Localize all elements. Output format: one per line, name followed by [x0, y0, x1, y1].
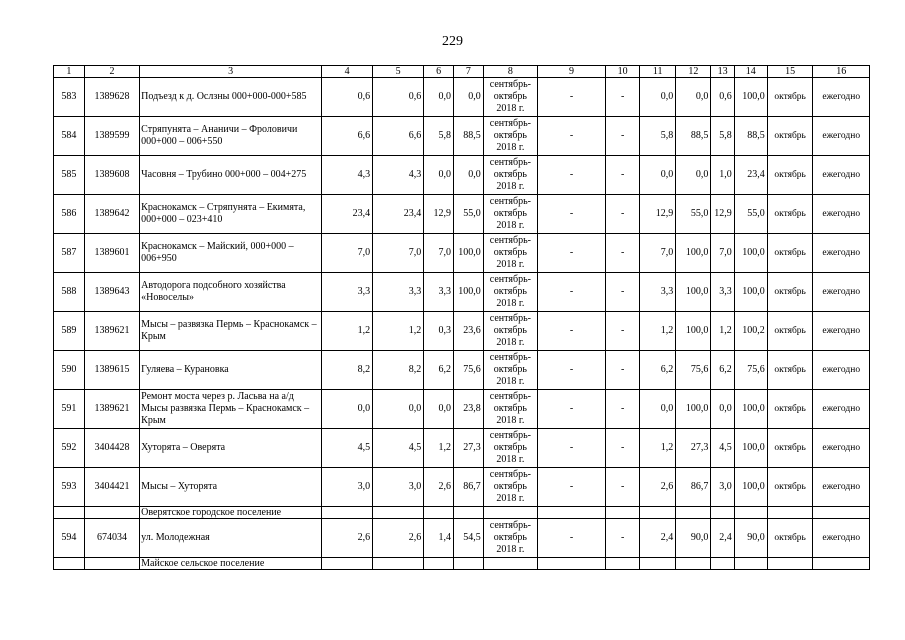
empty-cell: [813, 558, 870, 570]
frequency-cell: ежегодно: [813, 312, 870, 351]
frequency-cell: ежегодно: [813, 234, 870, 273]
value-cell: 6,2: [640, 351, 676, 390]
row-number: 585: [54, 156, 85, 195]
road-id: 1389601: [84, 234, 139, 273]
column-header: 6: [424, 66, 454, 78]
table-header-row: [54, 66, 870, 78]
value-cell: 23,4: [734, 156, 767, 195]
row-number: 586: [54, 195, 85, 234]
frequency-cell: ежегодно: [813, 156, 870, 195]
period-cell: сентябрь-октябрь 2018 г.: [483, 351, 537, 390]
value-cell: 0,0: [640, 78, 676, 117]
value-cell: -: [538, 390, 606, 429]
month-cell: октябрь: [767, 273, 813, 312]
road-id: 1389643: [84, 273, 139, 312]
value-cell: 1,2: [373, 312, 424, 351]
value-cell: 4,3: [322, 156, 373, 195]
value-cell: 3,0: [373, 468, 424, 507]
value-cell: 86,7: [676, 468, 711, 507]
empty-cell: [453, 558, 483, 570]
value-cell: -: [538, 117, 606, 156]
value-cell: 0,0: [676, 156, 711, 195]
column-header: 8: [483, 66, 537, 78]
road-name: Мысы – развязка Пермь – Краснокамск – Крым: [140, 312, 322, 351]
value-cell: 75,6: [676, 351, 711, 390]
row-number: 594: [54, 519, 85, 558]
value-cell: -: [538, 234, 606, 273]
row-number: 587: [54, 234, 85, 273]
frequency-cell: ежегодно: [813, 390, 870, 429]
value-cell: 2,6: [373, 519, 424, 558]
row-number: 584: [54, 117, 85, 156]
value-cell: 12,9: [424, 195, 454, 234]
period-cell: сентябрь-октябрь 2018 г.: [483, 273, 537, 312]
value-cell: 88,5: [676, 117, 711, 156]
value-cell: 55,0: [676, 195, 711, 234]
value-cell: 8,2: [373, 351, 424, 390]
month-cell: октябрь: [767, 429, 813, 468]
value-cell: 100,0: [453, 234, 483, 273]
value-cell: 0,0: [424, 78, 454, 117]
empty-cell: [424, 558, 454, 570]
value-cell: 4,5: [373, 429, 424, 468]
value-cell: 3,0: [711, 468, 734, 507]
table-row: [54, 468, 870, 507]
row-number: 588: [54, 273, 85, 312]
value-cell: 100,0: [734, 390, 767, 429]
column-header: 15: [767, 66, 813, 78]
empty-cell: [84, 558, 139, 570]
empty-cell: [606, 507, 640, 519]
empty-cell: [711, 558, 734, 570]
row-number: 583: [54, 78, 85, 117]
value-cell: 0,0: [640, 156, 676, 195]
value-cell: 0,0: [424, 390, 454, 429]
table-row: [54, 429, 870, 468]
value-cell: 7,0: [373, 234, 424, 273]
value-cell: 1,2: [640, 312, 676, 351]
value-cell: 3,3: [373, 273, 424, 312]
empty-cell: [538, 558, 606, 570]
value-cell: 55,0: [453, 195, 483, 234]
value-cell: 90,0: [676, 519, 711, 558]
value-cell: -: [538, 156, 606, 195]
month-cell: октябрь: [767, 234, 813, 273]
empty-cell: [483, 558, 537, 570]
value-cell: 6,2: [711, 351, 734, 390]
period-cell: сентябрь-октябрь 2018 г.: [483, 195, 537, 234]
road-name: Ремонт моста через р. Ласьва на а/д Мысы развязка Пермь – Краснокамск – Крым: [140, 390, 322, 429]
value-cell: -: [538, 78, 606, 117]
value-cell: 55,0: [734, 195, 767, 234]
row-number: 591: [54, 390, 85, 429]
value-cell: 100,0: [734, 429, 767, 468]
row-number: 592: [54, 429, 85, 468]
value-cell: -: [606, 468, 640, 507]
value-cell: 7,0: [640, 234, 676, 273]
value-cell: 100,0: [734, 468, 767, 507]
value-cell: 1,4: [424, 519, 454, 558]
value-cell: 88,5: [734, 117, 767, 156]
empty-cell: [734, 558, 767, 570]
month-cell: октябрь: [767, 195, 813, 234]
section-row: [54, 507, 870, 519]
empty-cell: [813, 507, 870, 519]
row-number: 593: [54, 468, 85, 507]
value-cell: 0,0: [322, 390, 373, 429]
value-cell: 2,4: [640, 519, 676, 558]
road-id: 3404421: [84, 468, 139, 507]
value-cell: 75,6: [734, 351, 767, 390]
road-id: 1389621: [84, 390, 139, 429]
value-cell: 0,0: [711, 390, 734, 429]
month-cell: октябрь: [767, 117, 813, 156]
value-cell: -: [606, 429, 640, 468]
value-cell: -: [538, 273, 606, 312]
value-cell: 7,0: [424, 234, 454, 273]
empty-cell: [322, 558, 373, 570]
period-cell: сентябрь-октябрь 2018 г.: [483, 312, 537, 351]
value-cell: 100,0: [734, 234, 767, 273]
value-cell: 3,3: [322, 273, 373, 312]
empty-cell: [538, 507, 606, 519]
road-name: Краснокамск – Стряпунята – Екимята, 000+000 – 023+410: [140, 195, 322, 234]
period-cell: сентябрь-октябрь 2018 г.: [483, 156, 537, 195]
column-header: 16: [813, 66, 870, 78]
column-header: 9: [538, 66, 606, 78]
column-header: 11: [640, 66, 676, 78]
table-row: [54, 78, 870, 117]
empty-cell: [453, 507, 483, 519]
value-cell: -: [606, 390, 640, 429]
value-cell: 23,4: [322, 195, 373, 234]
value-cell: -: [606, 273, 640, 312]
road-name: Автодорога подсобного хозяйства «Новоселы»: [140, 273, 322, 312]
value-cell: 5,8: [711, 117, 734, 156]
month-cell: октябрь: [767, 468, 813, 507]
value-cell: -: [538, 195, 606, 234]
value-cell: -: [538, 468, 606, 507]
value-cell: 100,0: [676, 273, 711, 312]
frequency-cell: ежегодно: [813, 519, 870, 558]
value-cell: 75,6: [453, 351, 483, 390]
column-header: 4: [322, 66, 373, 78]
empty-cell: [767, 558, 813, 570]
month-cell: октябрь: [767, 390, 813, 429]
month-cell: октябрь: [767, 519, 813, 558]
value-cell: 1,2: [640, 429, 676, 468]
value-cell: -: [606, 117, 640, 156]
value-cell: 23,6: [453, 312, 483, 351]
empty-cell: [373, 507, 424, 519]
value-cell: 86,7: [453, 468, 483, 507]
value-cell: 23,8: [453, 390, 483, 429]
period-cell: сентябрь-октябрь 2018 г.: [483, 468, 537, 507]
table-row: [54, 390, 870, 429]
value-cell: 0,3: [424, 312, 454, 351]
value-cell: 3,3: [424, 273, 454, 312]
frequency-cell: ежегодно: [813, 78, 870, 117]
column-header: 1: [54, 66, 85, 78]
value-cell: 100,2: [734, 312, 767, 351]
value-cell: 0,0: [424, 156, 454, 195]
value-cell: 100,0: [676, 390, 711, 429]
value-cell: 0,6: [373, 78, 424, 117]
value-cell: 90,0: [734, 519, 767, 558]
empty-cell: [640, 558, 676, 570]
period-cell: сентябрь-октябрь 2018 г.: [483, 519, 537, 558]
value-cell: 100,0: [734, 273, 767, 312]
month-cell: октябрь: [767, 78, 813, 117]
page-number: 229: [442, 34, 463, 49]
empty-cell: [640, 507, 676, 519]
frequency-cell: ежегодно: [813, 468, 870, 507]
column-header: 13: [711, 66, 734, 78]
value-cell: 4,5: [711, 429, 734, 468]
value-cell: 3,3: [640, 273, 676, 312]
row-number: 590: [54, 351, 85, 390]
column-header: 10: [606, 66, 640, 78]
road-name: Гуляева – Курановка: [140, 351, 322, 390]
road-name: ул. Молодежная: [140, 519, 322, 558]
value-cell: 0,6: [711, 78, 734, 117]
table-row: [54, 195, 870, 234]
value-cell: 23,4: [373, 195, 424, 234]
value-cell: 12,9: [640, 195, 676, 234]
value-cell: 1,2: [711, 312, 734, 351]
column-header: 2: [84, 66, 139, 78]
road-id: 1389608: [84, 156, 139, 195]
value-cell: 54,5: [453, 519, 483, 558]
column-header: 7: [453, 66, 483, 78]
column-header: 14: [734, 66, 767, 78]
value-cell: 0,0: [640, 390, 676, 429]
table-row: [54, 117, 870, 156]
empty-cell: [54, 507, 85, 519]
period-cell: сентябрь-октябрь 2018 г.: [483, 78, 537, 117]
value-cell: -: [606, 195, 640, 234]
value-cell: -: [538, 429, 606, 468]
value-cell: -: [606, 351, 640, 390]
value-cell: 2,6: [322, 519, 373, 558]
value-cell: 6,6: [322, 117, 373, 156]
value-cell: 88,5: [453, 117, 483, 156]
value-cell: 3,3: [711, 273, 734, 312]
value-cell: 6,6: [373, 117, 424, 156]
period-cell: сентябрь-октябрь 2018 г.: [483, 390, 537, 429]
value-cell: -: [606, 519, 640, 558]
value-cell: 7,0: [322, 234, 373, 273]
value-cell: 2,6: [424, 468, 454, 507]
frequency-cell: ежегодно: [813, 195, 870, 234]
road-id: 674034: [84, 519, 139, 558]
value-cell: 5,8: [424, 117, 454, 156]
value-cell: 27,3: [453, 429, 483, 468]
column-header: 5: [373, 66, 424, 78]
value-cell: 5,8: [640, 117, 676, 156]
value-cell: -: [538, 519, 606, 558]
value-cell: 2,4: [711, 519, 734, 558]
value-cell: 12,9: [711, 195, 734, 234]
value-cell: 2,6: [640, 468, 676, 507]
period-cell: сентябрь-октябрь 2018 г.: [483, 429, 537, 468]
value-cell: 0,0: [453, 156, 483, 195]
month-cell: октябрь: [767, 312, 813, 351]
empty-cell: [483, 507, 537, 519]
value-cell: 100,0: [676, 312, 711, 351]
value-cell: -: [606, 234, 640, 273]
road-name: Хуторята – Оверята: [140, 429, 322, 468]
frequency-cell: ежегодно: [813, 429, 870, 468]
value-cell: -: [606, 156, 640, 195]
value-cell: -: [538, 312, 606, 351]
empty-cell: [767, 507, 813, 519]
value-cell: 1,0: [711, 156, 734, 195]
road-name: Краснокамск – Майский, 000+000 – 006+950: [140, 234, 322, 273]
period-cell: сентябрь-октябрь 2018 г.: [483, 234, 537, 273]
value-cell: 0,6: [322, 78, 373, 117]
empty-cell: [676, 507, 711, 519]
column-header: 12: [676, 66, 711, 78]
frequency-cell: ежегодно: [813, 273, 870, 312]
empty-cell: [373, 558, 424, 570]
road-name: Часовня – Трубино 000+000 – 004+275: [140, 156, 322, 195]
value-cell: 4,3: [373, 156, 424, 195]
value-cell: 1,2: [322, 312, 373, 351]
value-cell: 100,0: [676, 234, 711, 273]
value-cell: -: [606, 312, 640, 351]
road-id: 1389599: [84, 117, 139, 156]
value-cell: 0,0: [453, 78, 483, 117]
table-row: [54, 351, 870, 390]
month-cell: октябрь: [767, 156, 813, 195]
section-row: [54, 558, 870, 570]
road-id: 1389642: [84, 195, 139, 234]
table-row: [54, 234, 870, 273]
value-cell: 4,5: [322, 429, 373, 468]
value-cell: 0,0: [373, 390, 424, 429]
period-cell: сентябрь-октябрь 2018 г.: [483, 117, 537, 156]
road-name: Подъезд к д. Ослзны 000+000-000+585: [140, 78, 322, 117]
road-id: 1389615: [84, 351, 139, 390]
empty-cell: [676, 558, 711, 570]
table-row: [54, 156, 870, 195]
empty-cell: [424, 507, 454, 519]
road-id: 3404428: [84, 429, 139, 468]
empty-cell: [84, 507, 139, 519]
value-cell: 27,3: [676, 429, 711, 468]
value-cell: -: [538, 351, 606, 390]
value-cell: 7,0: [711, 234, 734, 273]
roads-table: [53, 65, 870, 570]
value-cell: 100,0: [453, 273, 483, 312]
road-id: 1389621: [84, 312, 139, 351]
empty-cell: [734, 507, 767, 519]
table-row: [54, 273, 870, 312]
table-row: [54, 519, 870, 558]
row-number: 589: [54, 312, 85, 351]
table-row: [54, 312, 870, 351]
road-name: Мысы – Хуторята: [140, 468, 322, 507]
value-cell: 3,0: [322, 468, 373, 507]
road-name: Стряпунята – Ананичи – Фроловичи 000+000 – 006+550: [140, 117, 322, 156]
empty-cell: [322, 507, 373, 519]
value-cell: 8,2: [322, 351, 373, 390]
value-cell: 6,2: [424, 351, 454, 390]
value-cell: 1,2: [424, 429, 454, 468]
column-header: 3: [140, 66, 322, 78]
empty-cell: [54, 558, 85, 570]
section-label: Оверятское городское поселение: [140, 507, 322, 519]
road-id: 1389628: [84, 78, 139, 117]
month-cell: октябрь: [767, 351, 813, 390]
frequency-cell: ежегодно: [813, 351, 870, 390]
frequency-cell: ежегодно: [813, 117, 870, 156]
value-cell: -: [606, 78, 640, 117]
value-cell: 0,0: [676, 78, 711, 117]
empty-cell: [711, 507, 734, 519]
empty-cell: [606, 558, 640, 570]
value-cell: 100,0: [734, 78, 767, 117]
section-label: Майское сельское поселение: [140, 558, 322, 570]
